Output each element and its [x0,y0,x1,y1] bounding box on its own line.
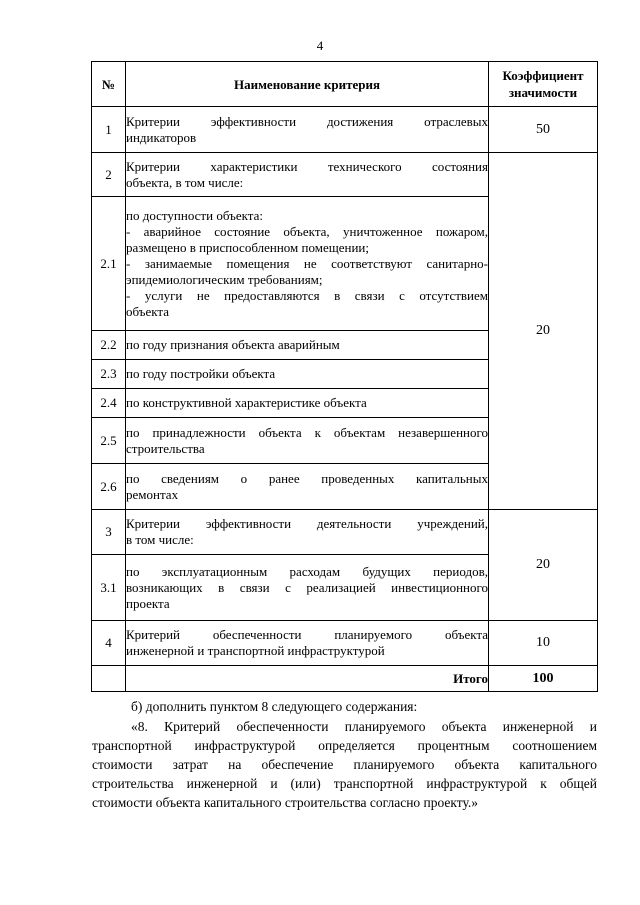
header-coefficient-line1: Коэффициент [502,68,584,83]
table-header-row [92,62,598,107]
paragraph-line: транспортной инфраструктурой определяется процентным соотношением [92,738,597,753]
criterion-name [126,197,489,331]
table-row [92,153,598,197]
header-number: № [92,62,126,107]
row-number: 2.1 [92,197,126,331]
quoted-clause-paragraph [92,717,597,812]
criterion-name [126,464,489,510]
criterion-text-line: по сведениям о ранее проведенных капитальных [126,470,488,486]
row-number: 3 [92,510,126,555]
criterion-name [126,107,489,153]
table-row [92,621,598,666]
row-number: 2 [92,153,126,197]
criterion-name [126,360,489,389]
criterion-text-line: Критерии характеристики технического состояния [126,158,488,174]
criterion-text-line: эпидемиологическим требованиям; [126,271,323,287]
row-number: 3.1 [92,555,126,621]
paragraph-line: б) дополнить пунктом 8 следующего содержания: [131,699,418,714]
criterion-name [126,621,489,666]
coefficient-value: 20 [489,510,598,621]
criterion-text-line: объекта, в том числе: [126,174,244,190]
row-number: 4 [92,621,126,666]
criterion-text-line: строительства [126,440,205,456]
amendment-paragraph [131,697,597,716]
criterion-text-line: размещено в приспособленном помещении; [126,239,369,255]
total-empty-cell [92,666,126,692]
criterion-text-line: объекта [126,303,170,319]
table-row [92,107,598,153]
criterion-text-line: - услуги не предоставляются в связи с отсутствием [126,287,488,303]
criterion-text-line: по принадлежности объекта к объектам незавершенного [126,424,488,440]
criterion-text-line: Критерий обеспеченности планируемого объекта [126,627,488,642]
paragraph-line: стоимости затрат на обеспечение планируемого объекта капитального [92,757,597,772]
criterion-text-line: по эксплуатационным расходам будущих периодов, [126,563,488,579]
criterion-text-line: - занимаемые помещения не соответствуют санитарно- [126,255,488,271]
paragraph-line: строительства инженерной и (или) транспортной инфраструктурой к общей [92,776,597,791]
criterion-text-line: по доступности объекта: [126,207,263,223]
row-number: 2.4 [92,389,126,418]
criterion-text-line: индикаторов [126,129,197,145]
criterion-text-line: по году постройки объекта [126,366,276,381]
criterion-name [126,331,489,360]
criterion-text-line: ремонтах [126,486,179,502]
criteria-table [91,61,598,692]
row-number: 2.5 [92,418,126,464]
paragraph-line: «8. Критерий обеспеченности планируемого объекта инженерной и [131,719,597,734]
criterion-text-line: - аварийное состояние объекта, уничтоженное пожаром, [126,223,488,239]
criterion-name [126,153,489,197]
row-number: 2.3 [92,360,126,389]
criterion-name [126,418,489,464]
row-number: 1 [92,107,126,153]
coefficient-value: 20 [489,153,598,510]
criterion-text-line: Критерии эффективности деятельности учреждений, [126,516,488,531]
total-label: Итого [126,666,489,692]
header-coefficient-line2: значимости [508,85,578,100]
criterion-text-line: Критерии эффективности достижения отраслевых [126,113,488,129]
row-number: 2.6 [92,464,126,510]
table-total-row [92,666,598,692]
criterion-text-line: в том числе: [126,532,194,547]
coefficient-value: 50 [489,107,598,153]
coefficient-value: 10 [489,621,598,666]
criterion-text-line: по конструктивной характеристике объекта [126,395,367,410]
header-criterion-name: Наименование критерия [126,62,489,107]
total-value: 100 [489,666,598,692]
criterion-name [126,389,489,418]
paragraph-line: стоимости объекта капитального строительства согласно проекту.» [92,795,479,810]
criterion-text-line: проекта [126,595,170,611]
row-number: 2.2 [92,331,126,360]
table-row [92,510,598,555]
criterion-text-line: по году признания объекта аварийным [126,337,340,352]
criterion-name [126,510,489,555]
criterion-text-line: возникающих в связи с реализацией инвестиционного [126,579,488,595]
criterion-name [126,555,489,621]
header-coefficient [489,62,598,107]
page-number: 4 [316,38,324,53]
criterion-text-line: инженерной и транспортной инфраструктурой [126,643,385,658]
